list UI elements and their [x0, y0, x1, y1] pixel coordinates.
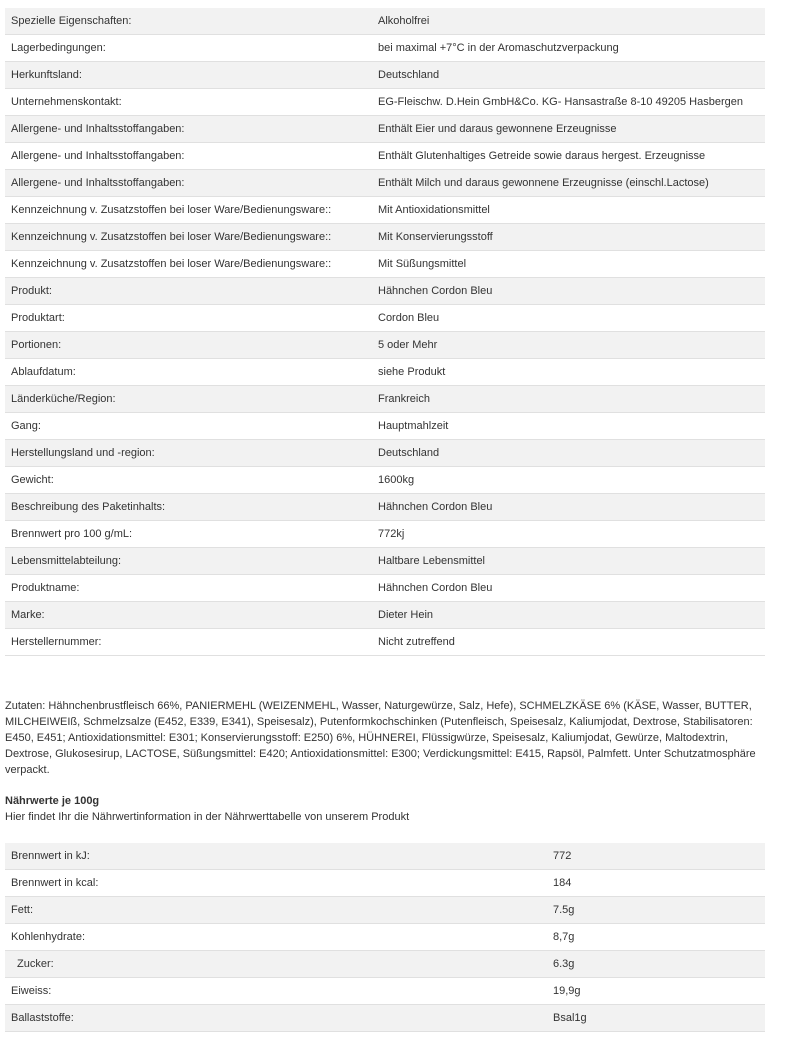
- nutrient-value: 19,9g: [547, 978, 765, 1005]
- spec-value: Deutschland: [372, 440, 765, 467]
- table-row: [5, 440, 765, 467]
- table-row: [5, 521, 765, 548]
- spec-value: Hauptmahlzeit: [372, 413, 765, 440]
- nutrient-label: Fett:: [5, 897, 547, 924]
- nutrition-subtitle: Hier findet Ihr die Nährwertinformation in der Nährwerttabelle von unserem Produkt: [5, 811, 410, 823]
- nutrition-table: [5, 843, 765, 1032]
- spec-label: Allergene- und Inhaltsstoffangaben:: [5, 143, 372, 170]
- table-row: [5, 575, 765, 602]
- spec-value: Hähnchen Cordon Bleu: [372, 575, 765, 602]
- spec-value: Mit Süßungsmittel: [372, 251, 765, 278]
- nutrient-label: Eiweiss:: [5, 978, 547, 1005]
- spec-label: Kennzeichnung v. Zusatzstoffen bei loser Ware/Bedienungsware::: [5, 224, 372, 251]
- spec-value: Frankreich: [372, 386, 765, 413]
- spec-label: Gang:: [5, 413, 372, 440]
- nutrient-label: Ballaststoffe:: [5, 1005, 547, 1032]
- table-row: [5, 35, 765, 62]
- spec-value: 5 oder Mehr: [372, 332, 765, 359]
- table-row: [5, 116, 765, 143]
- nutrient-value: 184: [547, 870, 765, 897]
- nutrient-value: 6.3g: [547, 951, 765, 978]
- table-row: [5, 89, 765, 116]
- spec-label: Lebensmittelabteilung:: [5, 548, 372, 575]
- spec-label: Kennzeichnung v. Zusatzstoffen bei loser Ware/Bedienungsware::: [5, 251, 372, 278]
- table-row: [5, 143, 765, 170]
- table-row: [5, 978, 765, 1005]
- spec-label: Herstellungsland und -region:: [5, 440, 372, 467]
- ingredients-text: Zutaten: Hähnchenbrustfleisch 66%, PANIERMEHL (WEIZENMEHL, Wasser, Naturgewürze, Salz, Hefe), SCHMELZKÄSE 6% (KÄSE, Wasser, BUTTER, MILCHEIWEIß, Schmelzsalze (E452, E339, E341), Speisesalz), Putenformkochschinken (Putenfleisch, Speisesalz, Kaliumjodat, Dextrose, Stabilisatoren: E450, E451; Antioxidationsmittel: E301; Konservierungsstoff: E250) 6%, HÜHNEREI, Flüssigwürze, Speisesalz, Kaliumjodat, Gewürze, Maltodextrin, Dextrose, Glukosesirup, LACTOSE, Süßungsmittel: E420; Antioxidationsmittel: E300; Verdickungsmittel: E415, Rapsöl, Palmfett. Unter Schutzatmosphäre verpackt.: [5, 700, 756, 776]
- table-row: [5, 197, 765, 224]
- spec-label: Herkunftsland:: [5, 62, 372, 89]
- spec-label: Lagerbedingungen:: [5, 35, 372, 62]
- table-row: [5, 924, 765, 951]
- nutrient-label: Kohlenhydrate:: [5, 924, 547, 951]
- table-row: [5, 494, 765, 521]
- table-row: [5, 467, 765, 494]
- spec-value: Haltbare Lebensmittel: [372, 548, 765, 575]
- table-row: [5, 870, 765, 897]
- table-row: [5, 413, 765, 440]
- table-row: [5, 8, 765, 35]
- spec-label: Produktname:: [5, 575, 372, 602]
- spec-value: Mit Konservierungsstoff: [372, 224, 765, 251]
- spec-value: Deutschland: [372, 62, 765, 89]
- table-row: [5, 386, 765, 413]
- spec-label: Allergene- und Inhaltsstoffangaben:: [5, 116, 372, 143]
- spec-label: Allergene- und Inhaltsstoffangaben:: [5, 170, 372, 197]
- table-row: [5, 170, 765, 197]
- spec-label: Brennwert pro 100 g/mL:: [5, 521, 372, 548]
- product-specs-table: [5, 8, 765, 656]
- spec-value: Nicht zutreffend: [372, 629, 765, 656]
- spec-value: 772kj: [372, 521, 765, 548]
- spec-value: bei maximal +7°C in der Aromaschutzverpackung: [372, 35, 765, 62]
- table-row: [5, 278, 765, 305]
- spec-value: 1600kg: [372, 467, 765, 494]
- spec-label: Unternehmenskontakt:: [5, 89, 372, 116]
- spec-value: Enthält Milch und daraus gewonnene Erzeugnisse (einschl.Lactose): [372, 170, 765, 197]
- table-row: [5, 548, 765, 575]
- nutrient-label: Brennwert in kcal:: [5, 870, 547, 897]
- table-row: [5, 843, 765, 870]
- spec-label: Länderküche/Region:: [5, 386, 372, 413]
- nutrient-value: 7.5g: [547, 897, 765, 924]
- spec-value: Cordon Bleu: [372, 305, 765, 332]
- table-row: [5, 1005, 765, 1032]
- spec-value: Enthält Glutenhaltiges Getreide sowie daraus hergest. Erzeugnisse: [372, 143, 765, 170]
- spec-label: Produkt:: [5, 278, 372, 305]
- spec-label: Spezielle Eigenschaften:: [5, 8, 372, 35]
- table-row: [5, 332, 765, 359]
- spec-value: EG-Fleischw. D.Hein GmbH&Co. KG- Hansastraße 8-10 49205 Hasbergen: [372, 89, 765, 116]
- table-row: [5, 62, 765, 89]
- spec-value: Enthält Eier und daraus gewonnene Erzeugnisse: [372, 116, 765, 143]
- table-row: [5, 251, 765, 278]
- table-row: [5, 359, 765, 386]
- spec-value: Mit Antioxidationsmittel: [372, 197, 765, 224]
- spec-label: Gewicht:: [5, 467, 372, 494]
- spec-label: Produktart:: [5, 305, 372, 332]
- table-row: [5, 629, 765, 656]
- spec-value: Alkoholfrei: [372, 8, 765, 35]
- nutrient-label: Zucker:: [5, 951, 547, 978]
- spec-label: Ablaufdatum:: [5, 359, 372, 386]
- spec-value: Hähnchen Cordon Bleu: [372, 494, 765, 521]
- spec-label: Kennzeichnung v. Zusatzstoffen bei loser Ware/Bedienungsware::: [5, 197, 372, 224]
- table-row: [5, 897, 765, 924]
- spec-value: Dieter Hein: [372, 602, 765, 629]
- spec-value: Hähnchen Cordon Bleu: [372, 278, 765, 305]
- nutrient-value: Bsal1g: [547, 1005, 765, 1032]
- nutrient-label: Brennwert in kJ:: [5, 843, 547, 870]
- spec-label: Beschreibung des Paketinhalts:: [5, 494, 372, 521]
- nutrition-title: Nährwerte je 100g: [5, 795, 100, 807]
- spec-label: Herstellernummer:: [5, 629, 372, 656]
- table-row: [5, 602, 765, 629]
- nutrient-value: 772: [547, 843, 765, 870]
- table-row: [5, 224, 765, 251]
- spec-label: Portionen:: [5, 332, 372, 359]
- nutrient-value: 8,7g: [547, 924, 765, 951]
- table-row: [5, 951, 765, 978]
- table-row: [5, 305, 765, 332]
- spec-value: siehe Produkt: [372, 359, 765, 386]
- spec-label: Marke:: [5, 602, 372, 629]
